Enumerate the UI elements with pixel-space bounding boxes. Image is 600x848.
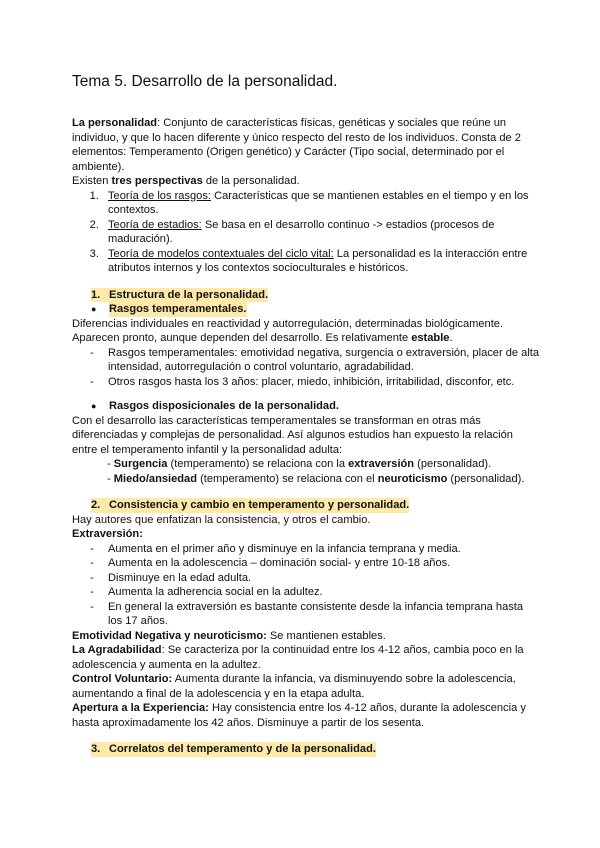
perspective-name: Teoría de los rasgos: xyxy=(108,189,211,202)
subsection-text xyxy=(72,317,540,346)
perspective-desc: Características que se mantienen estables en el tiempo y en los contextos. xyxy=(108,189,529,216)
rel-end: (personalidad). xyxy=(414,458,492,470)
list-item xyxy=(90,346,540,375)
page-title: Tema 5. Desarrollo de la personalidad. xyxy=(72,73,338,90)
dash-icon: - xyxy=(90,586,94,598)
sub1-bold: estable xyxy=(411,332,450,344)
trait-desc: : Se caracteriza por la continuidad entre los 4-12 años, cambia poco en la adolescencia y aumenta en la adultez. xyxy=(72,644,524,671)
subsection-title: Rasgos disposicionales de la personalidad. xyxy=(109,400,339,412)
list-item xyxy=(102,189,540,218)
dash-icon: - xyxy=(90,542,94,555)
intro-term: La personalidad xyxy=(72,117,158,129)
perspective-desc: Se basa en el desarrollo continuo -> estadios (procesos de maduración). xyxy=(108,218,495,245)
item-text: Otros rasgos hasta los 3 años: placer, miedo, inhibición, irritabilidad, disconfor, etc. xyxy=(108,375,515,388)
list-item xyxy=(90,542,540,557)
rel-mid: (temperamento) se relaciona con el xyxy=(197,472,378,485)
list-item xyxy=(90,375,540,390)
perspective-name: Teoría de modelos contextuales del ciclo vital: xyxy=(108,247,334,260)
trait-paragraph xyxy=(72,643,540,672)
dash-icon: - xyxy=(90,346,94,359)
sub1-end: . xyxy=(449,332,453,344)
dash-icon: - xyxy=(90,557,94,569)
extraversion-list xyxy=(72,542,540,629)
list-item xyxy=(90,556,540,571)
dash-icon: - xyxy=(90,600,94,613)
intro-paragraph xyxy=(72,116,540,174)
item-text: Aumenta la adherencia social en la adultez. xyxy=(108,586,323,598)
trait-desc: Se mantienen estables. xyxy=(266,629,386,642)
rel-temperament: Surgencia xyxy=(113,458,168,470)
section-2-heading xyxy=(72,498,540,513)
trait-name: Emotividad Negativa y neuroticismo: xyxy=(72,629,267,642)
section-title: Estructura de la personalidad. xyxy=(109,288,269,301)
subsection-text: Con el desarrollo las características temperamentales se transforman en otras más diferenciadas y complejas de personalidad. Así algunos estudios han expuesto la relación entre el temperamento infantil y la personalidad adulta: xyxy=(72,414,513,456)
trait-name: Apertura a la Experiencia: xyxy=(72,702,209,714)
persp-post: de la personalidad. xyxy=(202,175,300,187)
bullet-icon: ● xyxy=(91,304,97,314)
section-number: 3. xyxy=(91,742,109,757)
item-text: Aumenta en el primer año y disminuye en la infancia temprana y media. xyxy=(108,542,461,555)
temperament-list xyxy=(72,346,540,390)
item-text: En general la extraversión es bastante consistente desde la infancia temprana hasta los 17 años. xyxy=(108,600,524,627)
trait-name: La Agradabilidad xyxy=(72,644,162,656)
rel-dash: - xyxy=(107,458,114,470)
dash-icon: - xyxy=(90,375,94,388)
perspectives-list xyxy=(72,189,540,276)
relation-line xyxy=(72,472,540,487)
subsection-title: Rasgos temperamentales. xyxy=(109,303,247,315)
list-item xyxy=(90,571,540,586)
rel-end: (personalidad). xyxy=(447,472,525,485)
section-title: Consistencia y cambio en temperamento y personalidad. xyxy=(109,499,410,511)
list-item xyxy=(90,585,540,600)
subsection-heading xyxy=(72,302,540,317)
rel-mid: (temperamento) se relaciona con la xyxy=(167,458,349,470)
list-item xyxy=(102,247,540,276)
extraversion-title xyxy=(72,527,540,542)
bullet-icon: ● xyxy=(91,401,97,411)
section-2-intro: Hay autores que enfatizan la consistencia, y otros el cambio. xyxy=(72,513,371,526)
rel-personality: extraversión xyxy=(348,458,415,470)
section-number: 2. xyxy=(91,498,109,513)
persp-pre: Existen xyxy=(72,175,112,187)
rel-temperament: Miedo/ansiedad xyxy=(113,472,198,485)
section-title: Correlatos del temperamento y de la personalidad. xyxy=(109,743,376,755)
rel-personality: neuroticismo xyxy=(377,472,448,485)
trait-desc: Aumenta durante la infancia, va disminuyendo sobre la adolescencia, aumentando a final de la adolescencia y en la etapa adulta. xyxy=(72,673,516,700)
persp-bold: tres perspectivas xyxy=(111,175,203,187)
perspective-name: Teoría de estadios: xyxy=(108,218,202,231)
trait-desc: Hay consistencia entre los 4-12 años, durante la adolescencia y hasta aproximadamente los 42 años. Disminuye a partir de los sesenta. xyxy=(72,702,526,729)
dash-icon: - xyxy=(90,571,94,584)
item-text: Disminuye en la edad adulta. xyxy=(108,571,252,584)
list-item xyxy=(102,218,540,247)
section-1-heading xyxy=(72,288,540,303)
trait-name: Control Voluntario: xyxy=(72,673,173,685)
perspective-desc: La personalidad es la interacción entre atributos internos y los contextos socioculturales e históricos. xyxy=(108,247,528,274)
section-number: 1. xyxy=(91,288,109,303)
intro-text: : Conjunto de características físicas, genéticas y sociales que reúne un individuo, y que lo hacen diferente y único respecto del resto de los individuos. Consta de 2 elementos: Temperamento (Origen genético) y Carácter (Tipo social, determinado por el ambiente). xyxy=(72,117,521,173)
relation-line xyxy=(72,457,540,472)
section-3-heading xyxy=(72,742,540,757)
extraversion-label: Extraversión: xyxy=(72,528,143,540)
rel-dash: - xyxy=(107,472,114,485)
sub1-text: Diferencias individuales en reactividad y autorregulación, determinadas biológicamente. Aparecen pronto, aunque dependen del desarrollo. Es relativamente xyxy=(72,317,504,344)
trait-paragraph xyxy=(72,672,540,701)
perspectives-intro xyxy=(72,174,540,189)
item-text: Aumenta en la adolescencia – dominación social- y entre 10-18 años. xyxy=(108,557,451,569)
trait-paragraph xyxy=(72,701,540,730)
item-text: Rasgos temperamentales: emotividad negativa, surgencia o extraversión, placer de alta intensidad, autorregulación o control voluntario, agradabilidad. xyxy=(108,346,540,373)
subsection-heading xyxy=(72,399,540,414)
trait-paragraph xyxy=(72,629,540,644)
list-item xyxy=(90,600,540,629)
